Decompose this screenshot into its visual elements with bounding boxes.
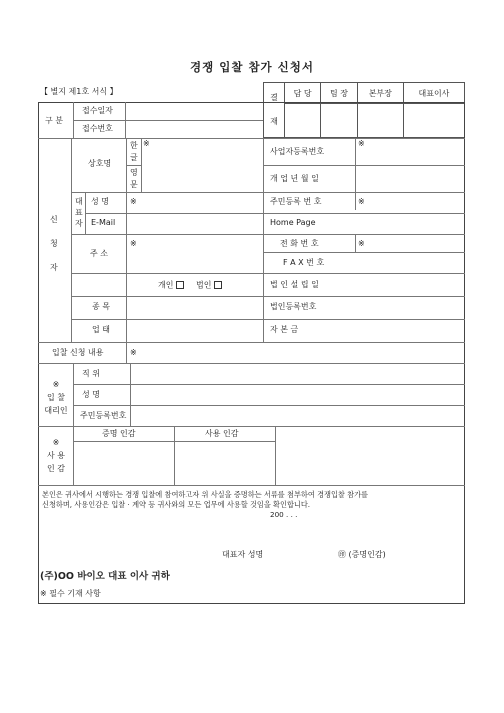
- footnote: ※ 필수 기재 사항: [40, 589, 101, 598]
- seal-mark: ㊞ (증명인감): [338, 550, 386, 559]
- page-title: 경쟁 입찰 참가 신청서: [190, 60, 314, 74]
- rep-name-sign-label: 대표자 성명: [222, 550, 264, 559]
- corporation-checkbox[interactable]: [214, 281, 222, 289]
- rep-name-label: 성 명: [91, 197, 109, 206]
- company-name-english-field[interactable]: [142, 166, 262, 191]
- bid-content-field[interactable]: [140, 343, 464, 362]
- receipt-date-label: 접수일자: [82, 106, 113, 115]
- email-label: E-Mail: [91, 218, 116, 227]
- resident-no-label: 주민등록 번 호: [270, 197, 322, 206]
- applicant-label: 신 청 자: [50, 215, 58, 272]
- business-category-label: 업 태: [92, 325, 110, 334]
- business-category-field[interactable]: [127, 320, 262, 341]
- receipt-date-field[interactable]: [126, 103, 262, 119]
- corp-est-date-field[interactable]: [340, 274, 464, 295]
- address-field[interactable]: [140, 235, 262, 272]
- required-mark: ※: [130, 348, 137, 357]
- addressee: (주)OO 바이오 대표 이사 귀하: [40, 571, 170, 582]
- corp-reg-no-field[interactable]: [340, 297, 464, 318]
- korean-label: 한 글: [130, 141, 138, 162]
- form-tag: 【 별지 제1호 서식 】: [40, 87, 118, 96]
- statement-line-1: 본인은 귀사에서 시행하는 경쟁 입찰에 참여하고자 위 사실을 증명하는 서류를 첨부하여 경쟁입찰 참가를: [42, 490, 368, 499]
- fax-label: F A X 번 호: [283, 258, 325, 267]
- required-mark: ※: [143, 139, 150, 148]
- certified-seal-box[interactable]: [74, 442, 173, 484]
- corporation-option[interactable]: 법인: [196, 281, 222, 290]
- statement-line-2: 신청하며, 사용인감은 입찰 · 계약 등 귀사와의 모든 업무에 사용할 것임을 확인합니다.: [42, 500, 311, 509]
- individual-checkbox[interactable]: [176, 281, 184, 289]
- business-type-label: 종 목: [92, 302, 110, 311]
- approval-role-staff: 담 당: [285, 83, 321, 104]
- seal-label: ※ 사 용 인 감: [47, 438, 65, 473]
- agent-name-field[interactable]: [131, 385, 464, 404]
- individual-option[interactable]: 개인: [158, 281, 184, 290]
- approval-role-team-lead: 팀 장: [321, 83, 357, 104]
- bid-content-label: 입찰 신청 내용: [52, 348, 104, 357]
- used-seal-box[interactable]: [175, 442, 274, 484]
- certified-seal-label: 증명 인감: [102, 429, 136, 438]
- resident-no-field[interactable]: [366, 193, 464, 212]
- required-mark: ※: [358, 197, 365, 206]
- english-label: 영 문: [130, 168, 138, 189]
- representative-label: 대 표 자: [75, 197, 83, 228]
- phone-field[interactable]: [366, 235, 464, 251]
- biz-reg-no-field[interactable]: [366, 139, 464, 164]
- capital-label: 자 본 금: [270, 325, 299, 334]
- address-label: 주 소: [90, 249, 108, 258]
- receipt-no-label: 접수번호: [82, 124, 113, 133]
- used-seal-label: 사용 인감: [205, 429, 239, 438]
- required-mark: ※: [130, 197, 137, 206]
- corp-reg-no-label: 법인등록번호: [270, 302, 317, 311]
- biz-reg-no-label: 사업자등록번호: [270, 147, 325, 156]
- required-mark: ※: [358, 239, 365, 248]
- receipt-no-field[interactable]: [126, 121, 262, 137]
- agent-resident-no-label: 주민등록번호: [80, 411, 127, 420]
- business-type-field[interactable]: [127, 297, 262, 318]
- opening-date-field[interactable]: [356, 166, 464, 191]
- opening-date-label: 개 업 년 월 일: [270, 174, 319, 183]
- email-field[interactable]: [127, 214, 262, 233]
- agent-position-label: 직 위: [82, 369, 100, 378]
- phone-label: 전 화 번 호: [280, 239, 319, 248]
- corp-est-date-label: 법 인 설 립 일: [270, 280, 319, 289]
- company-name-korean-field[interactable]: [152, 139, 262, 164]
- required-mark: ※: [358, 139, 365, 148]
- approval-role-ceo: 대표이사: [403, 83, 464, 104]
- statement-date: 200 . . .: [270, 510, 298, 519]
- fax-field[interactable]: [340, 253, 464, 272]
- agent-name-label: 성 명: [82, 390, 100, 399]
- approval-role-director: 본부장: [357, 83, 403, 104]
- rep-name-field[interactable]: [140, 193, 262, 212]
- agent-resident-no-field[interactable]: [131, 406, 464, 425]
- company-name-label: 상호명: [88, 159, 112, 168]
- agent-label: ※ 입 찰 대리인: [44, 380, 68, 415]
- homepage-label: Home Page: [270, 218, 316, 227]
- homepage-field[interactable]: [356, 214, 464, 233]
- capital-field[interactable]: [340, 320, 464, 341]
- agent-position-field[interactable]: [131, 364, 464, 383]
- approval-label: 결 재: [264, 83, 285, 138]
- gubun-label: 구 분: [45, 116, 63, 125]
- required-mark: ※: [130, 239, 137, 248]
